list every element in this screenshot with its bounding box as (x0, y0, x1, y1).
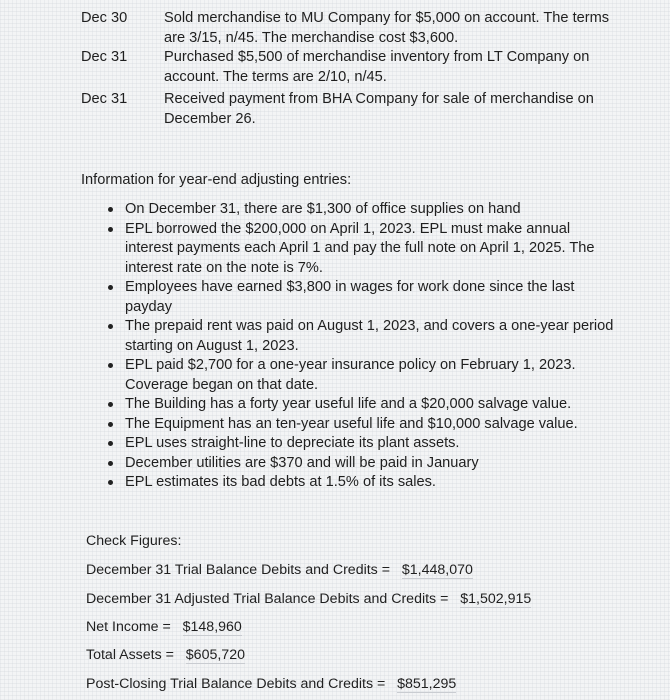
list-item (0, 356, 625, 395)
check-figure-value: $851,295 (397, 676, 457, 692)
check-figure-value: $1,502,915 (460, 591, 532, 607)
check-figure-row (86, 646, 245, 666)
check-figure-row (86, 561, 473, 581)
transaction-description (164, 48, 634, 87)
check-figure-label: Post-Closing Trial Balance Debits and Credits = (86, 676, 386, 692)
description-line: Purchased $5,500 of merchandise inventory from LT Company on (164, 49, 590, 65)
item-line: EPL paid $2,700 for a one-year insurance policy on February 1, 2023. (125, 357, 576, 373)
item-line: interest payments each April 1 and pay the full note on April 1, 2025. The (125, 240, 595, 256)
transaction-date: Dec 31 (81, 91, 128, 107)
list-item (0, 415, 625, 435)
check-figure-row (86, 675, 456, 695)
transaction-description (164, 9, 634, 48)
list-item (0, 200, 625, 220)
bullet-icon (108, 422, 113, 427)
description-line: account. The terms are 2/10, n/45. (164, 68, 387, 85)
description-line: December 26. (164, 110, 256, 127)
transaction-date: Dec 31 (81, 49, 128, 65)
check-figures-heading: Check Figures: (86, 533, 182, 549)
check-figure-value: $1,448,070 (401, 562, 473, 578)
transaction-description (164, 90, 634, 129)
check-figure-row (86, 590, 531, 610)
list-item (0, 317, 625, 356)
list-item (0, 278, 625, 317)
bullet-icon (108, 480, 113, 485)
bullet-icon (108, 207, 113, 212)
transaction-date: Dec 30 (81, 10, 128, 26)
item-line: The Equipment has an ten-year useful life and $10,000 salvage value. (125, 415, 578, 432)
list-item (0, 454, 625, 474)
bullet-icon (108, 324, 113, 329)
item-line: payday (125, 298, 173, 315)
list-item (0, 220, 625, 279)
item-line: EPL estimates its bad debts at 1.5% of its sales. (125, 474, 436, 490)
item-line: On December 31, there are $1,300 of office supplies on hand (125, 201, 521, 217)
bullet-icon (108, 363, 113, 368)
bullet-icon (108, 441, 113, 446)
item-line: EPL uses straight-line to depreciate its plant assets. (125, 435, 460, 451)
list-item (0, 395, 625, 415)
item-line: The Building has a forty year useful life and a $20,000 salvage value. (125, 396, 572, 412)
list-item (0, 434, 625, 454)
item-line: EPL borrowed the $200,000 on April 1, 2023. EPL must make annual (125, 220, 571, 237)
check-figure-row (86, 618, 242, 638)
check-figure-value: $148,960 (182, 619, 242, 635)
description-line: are 3/15, n/45. The merchandise cost $3,600. (164, 29, 459, 46)
item-line: Coverage began on that date. (125, 376, 319, 393)
check-figure-label: December 31 Trial Balance Debits and Credits = (86, 562, 390, 578)
check-figure-value: $605,720 (185, 647, 245, 663)
list-item (0, 473, 625, 493)
item-line: Employees have earned $3,800 in wages for work done since the last (125, 279, 575, 295)
item-line: The prepaid rent was paid on August 1, 2023, and covers a one-year period (125, 318, 614, 334)
description-line: Received payment from BHA Company for sale of merchandise on (164, 91, 594, 107)
check-figure-label: Total Assets = (86, 647, 174, 663)
item-line: December utilities are $370 and will be paid in January (125, 454, 479, 471)
item-line: starting on August 1, 2023. (125, 337, 299, 354)
adjusting-list (0, 200, 670, 493)
bullet-icon (108, 285, 113, 290)
bullet-icon (108, 402, 113, 407)
description-line: Sold merchandise to MU Company for $5,000 on account. The terms (164, 10, 610, 26)
item-line: interest rate on the note is 7%. (125, 259, 323, 276)
check-figure-label: December 31 Adjusted Trial Balance Debits and Credits = (86, 591, 449, 607)
check-figure-label: Net Income = (86, 619, 171, 635)
adjusting-heading: Information for year-end adjusting entries: (81, 172, 352, 188)
bullet-icon (108, 227, 113, 232)
bullet-icon (108, 461, 113, 466)
